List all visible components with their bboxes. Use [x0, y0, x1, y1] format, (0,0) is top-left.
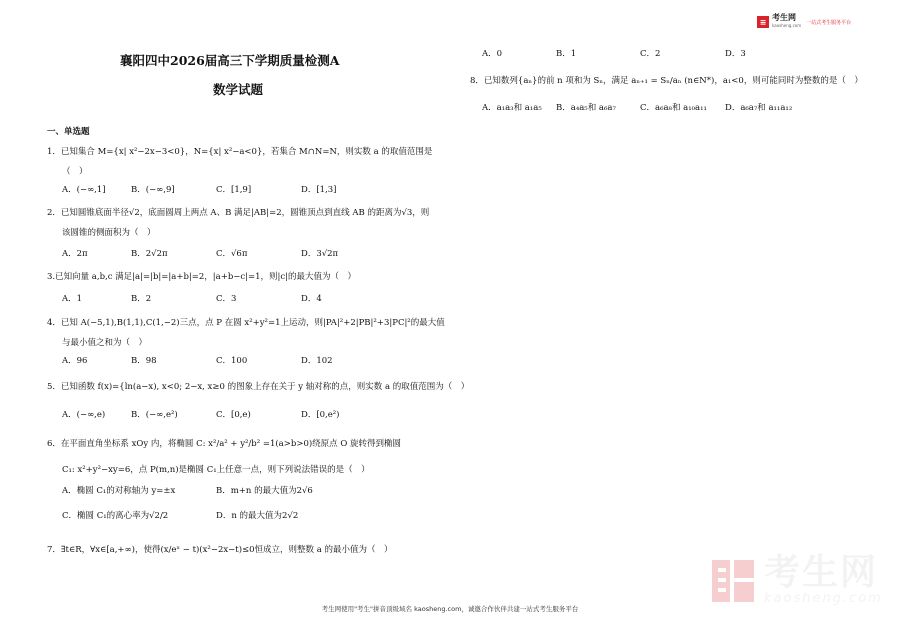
option-3b: B．2 — [131, 294, 152, 304]
kaosheng-logo — [757, 14, 851, 30]
question-2: 2．已知圆锥底面半径√2，底面圆周上两点 A、B 满足|AB|=2，圆锥顶点到直线 AB 的距离为√3，则 — [47, 208, 430, 218]
logo-brand: 考生网 kaosheng.com — [772, 13, 802, 28]
logo-slogan: 一站式考生服务平台 — [806, 19, 852, 26]
option-1a: A．(−∞,1] — [62, 185, 106, 195]
option-8a: A．a₁a₃和 a₁a₅ — [482, 103, 542, 113]
watermark-url: kaosheng.com — [764, 591, 883, 606]
option-7d: D．3 — [725, 49, 746, 59]
option-4b: B．98 — [131, 356, 157, 366]
option-3a: A．1 — [62, 294, 83, 304]
option-6c: C．椭圆 C₁的离心率为√2/2 — [62, 511, 169, 521]
option-2b: B．2√2π — [131, 249, 168, 259]
exam-subtitle: 数学试题 — [213, 82, 264, 97]
option-1d: D．[1,3] — [301, 185, 337, 195]
option-6b: B．m+n 的最大值为2√6 — [216, 486, 313, 496]
option-3d: D．4 — [301, 294, 322, 304]
question-6-cont: C₁: x²+y²−xy=6，点 P(m,n)是椭圆 C₁上任意一点，则下列说法错误的是（ ） — [62, 465, 370, 475]
question-6: 6．在平面直角坐标系 xOy 内，将椭圆 C: x²/a² + y²/b² =1(a>b>0)绕原点 O 旋转得到椭圆 — [47, 439, 402, 449]
question-1: 1．已知集合 M={x| x²−2x−3<0}，N={x| x²−a<0}，若集合 M∩N=N，则实数 a 的取值范围是 — [47, 147, 433, 157]
question-1-paren: （ ） — [62, 167, 88, 177]
kaosheng-watermark — [710, 552, 883, 606]
question-4-cont: 与最小值之和为（ ） — [62, 338, 148, 348]
option-5d: D．[0,e²) — [301, 410, 340, 420]
option-6a: A．椭圆 C₁的对称轴为 y=±x — [62, 486, 176, 496]
logo-mark-icon: ≡ — [757, 16, 769, 28]
question-3: 3.已知向量 a,b,c 满足|a|=|b|=|a+b|=2，|a+b−c|=1，则|c|的最大值为（ ） — [47, 272, 357, 282]
option-4c: C．100 — [216, 356, 248, 366]
question-8: 8．已知数列{aₙ}的前 n 项和为 Sₙ，满足 aₙ₊₁ = Sₙ/aₙ (n∈N*)，a₁<0，则可能同时为整数的是（ ） — [470, 76, 863, 86]
option-5a: A．(−∞,e) — [62, 410, 106, 420]
option-8d: D．a₆a₇和 a₁₁a₁₂ — [725, 103, 793, 113]
question-5: 5．已知函数 f(x)={ln(a−x), x<0; 2−x, x≥0 的图象上存在关于 y 轴对称的点，则实数 a 的取值范围为（ ） — [47, 382, 470, 392]
section-heading: 一、单选题 — [47, 127, 90, 137]
option-4a: A．96 — [62, 356, 88, 366]
option-5c: C．[0,e) — [216, 410, 251, 420]
option-7b: B．1 — [556, 49, 577, 59]
page-footer: 考生网使用"考生"拼音顶级域名 kaosheng.com，诚邀合作伙伴共建一站式考生服务平台 — [321, 605, 579, 613]
option-2a: A．2π — [62, 249, 88, 259]
option-3c: C．3 — [216, 294, 237, 304]
option-5b: B．(−∞,e²) — [131, 410, 178, 420]
question-2-cont: 该圆锥的侧面积为（ ） — [62, 228, 156, 238]
option-8b: B．a₄a₅和 a₆a₇ — [556, 103, 616, 113]
watermark-text: 考生网 — [764, 552, 879, 593]
option-1c: C．[1,9] — [216, 185, 252, 195]
option-1b: B．(−∞,9] — [131, 185, 175, 195]
option-2d: D．3√2π — [301, 249, 339, 259]
option-7a: A．0 — [482, 49, 503, 59]
option-2c: C．√6π — [216, 249, 248, 259]
question-7: 7．∃t∈R，∀x∈[a,+∞)，使得(x/eˣ − t)(x²−2x−t)≤0恒成立，则整数 a 的最小值为（ ） — [47, 545, 393, 555]
option-7c: C．2 — [640, 49, 661, 59]
question-4: 4．已知 A(−5,1),B(1,1),C(1,−2)三点，点 P 在圆 x²+y²=1上运动，则|PA|²+2|PB|²+3|PC|²的最大值 — [47, 318, 445, 328]
option-6d: D．n 的最大值为2√2 — [216, 511, 299, 521]
option-4d: D．102 — [301, 356, 333, 366]
watermark-logo-icon — [710, 558, 756, 604]
option-8c: C．a₆a₈和 a₁₀a₁₁ — [640, 103, 707, 113]
exam-title: 襄阳四中2026届高三下学期质量检测A — [120, 53, 340, 68]
